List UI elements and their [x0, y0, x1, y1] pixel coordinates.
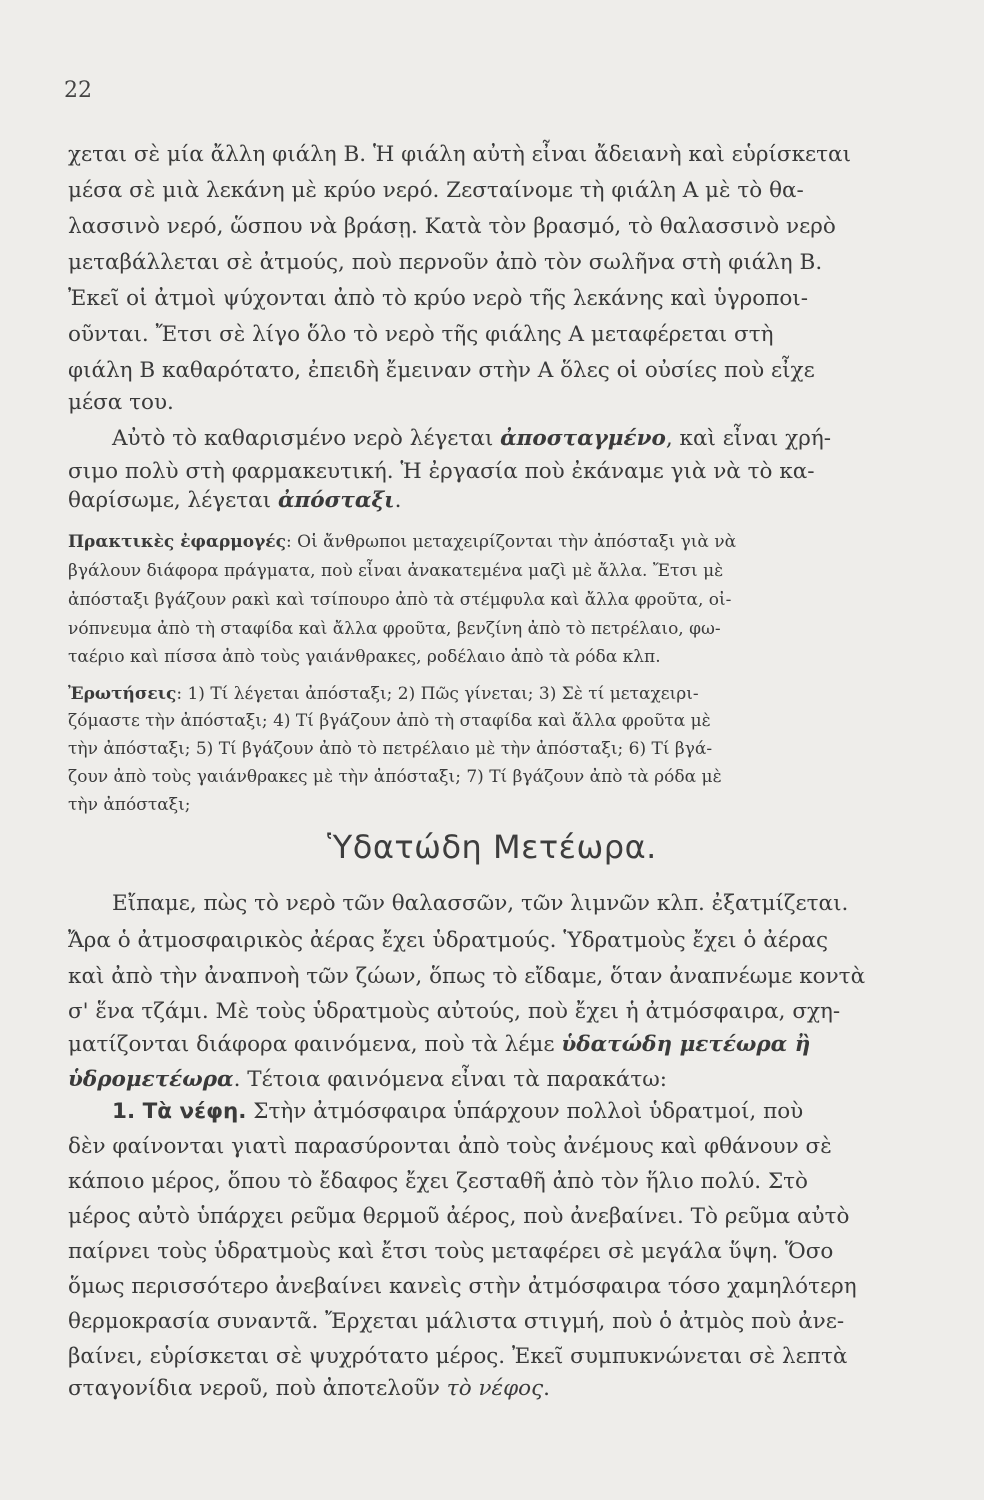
text-line	[68, 682, 893, 706]
text-line: Ἐκεῖ οἱ ἀτμοὶ ψύχονται ἀπὸ τὸ κρύο νερὸ τῆς λεκάνης καὶ ὑγροποι-	[68, 286, 808, 311]
text-line: νόπνευμα ἀπὸ τὴ σταφίδα καὶ ἄλλα φροῦτα, βενζίνη ἀπὸ τὸ πετρέλαιο, φω-	[68, 619, 721, 639]
text-line: μεταβάλλεται σὲ ἀτμούς, ποὺ περνοῦν ἀπὸ τὸν σωλῆνα στὴ φιάλη Β.	[68, 250, 823, 275]
text: .	[543, 1376, 550, 1401]
term-cloud: τὸ νέφος	[446, 1376, 544, 1401]
text: Στὴν ἀτμόσφαιρα ὑπάρχουν πολλοὶ ὑδρατμοί, ποὺ	[246, 1099, 804, 1124]
text-line: φιάλη Β καθαρότατο, ἐπειδὴ ἔμειναν στὴν Α ὅλες οἱ οὐσίες ποὺ εἶχε	[68, 358, 815, 383]
text: θαρίσωμε, λέγεται	[68, 488, 278, 513]
text-line: σιμο πολὺ στὴ φαρμακευτική. Ἡ ἐργασία ποὺ ἐκάναμε γιὰ νὰ τὸ κα-	[68, 459, 815, 484]
text-line	[68, 530, 893, 554]
text: . Τέτοια φαινόμενα εἶναι τὰ παρακάτω:	[233, 1067, 667, 1092]
text-line: οῦνται. Ἔτσι σὲ λίγο ὅλο τὸ νερὸ τῆς φιάλης Α μεταφέρεται στὴ	[68, 322, 774, 347]
text-line	[112, 1098, 893, 1126]
text-line: δὲν φαίνονται γιατὶ παρασύρονται ἀπὸ τοὺς ἀνέμους καὶ φθάνουν σὲ	[68, 1134, 832, 1159]
text-line	[68, 1375, 893, 1403]
text-line: θερμοκρασία συναντᾶ. Ἔρχεται μάλιστα στιγμή, ποὺ ὁ ἀτμὸς ποὺ ἀνε-	[68, 1309, 845, 1334]
text-line: τὴν ἀπόσταξι;	[68, 795, 191, 815]
text-line: τὴν ἀπόσταξι; 5) Τί βγάζουν ἀπὸ τὸ πετρέλαιο μὲ τὴν ἀπόσταξι; 6) Τί βγά-	[68, 739, 713, 759]
text-line: χεται σὲ μία ἄλλη φιάλη Β. Ἡ φιάλη αὐτὴ εἶναι ἄδειανὴ καὶ εὑρίσκεται	[68, 142, 852, 167]
label-questions: Ἐρωτήσεις	[68, 684, 177, 704]
text-line	[112, 425, 893, 453]
page-number: 22	[64, 78, 92, 103]
text: .	[394, 488, 402, 513]
section-heading: Ὑδατώδη Μετέωρα.	[327, 828, 657, 866]
text-line: σ' ἕνα τζάμι. Μὲ τοὺς ὑδρατμοὺς αὐτούς, ποὺ ἔχει ἡ ἀτμόσφαιρα, σχη-	[68, 999, 841, 1024]
text-line	[68, 1066, 893, 1094]
text-line: ταέριο καὶ πίσσα ἀπὸ τοὺς γαιάνθρακες, ροδέλαιο ἀπὸ τὰ ρόδα κλπ.	[68, 647, 661, 667]
text-line: Εἴπαμε, πὼς τὸ νερὸ τῶν θαλασσῶν, τῶν λιμνῶν κλπ. ἐξατμίζεται.	[112, 891, 849, 916]
text-line: βαίνει, εὑρίσκεται σὲ ψυχρότατο μέρος. Ἐκεῖ συμπυκνώνεται σὲ λεπτὰ	[68, 1344, 848, 1369]
label-practical: Πρακτικὲς ἐφαρμογές	[68, 532, 286, 552]
text-line: λασσινὸ νερό, ὥσπου νὰ βράσῃ. Κατὰ τὸν βρασμό, τὸ θαλασσινὸ νερὸ	[68, 214, 836, 239]
label-clouds: 1. Τὰ νέφη.	[112, 1099, 247, 1124]
text-line: μέσα σὲ μιὰ λεκάνη μὲ κρύο νερό. Ζεσταίνομε τὴ φιάλη Α μὲ τὸ θα-	[68, 178, 804, 203]
text-line: Ἄρα ὁ ἀτμοσφαιρικὸς ἀέρας ἔχει ὑδρατμούς. Ὑδρατμοὺς ἔχει ὁ ἀέρας	[68, 928, 829, 953]
text-line: κάποιο μέρος, ὅπου τὸ ἔδαφος ἔχει ζεσταθῆ ἀπὸ τὸν ἥλιο πολύ. Στὸ	[68, 1169, 808, 1194]
text: , καὶ εἶναι χρή-	[665, 426, 831, 451]
text-line	[68, 1031, 893, 1059]
text-line: μέσα του.	[68, 390, 174, 415]
text: : 1) Τί λέγεται ἀπόσταξι; 2) Πῶς γίνεται; 3) Σὲ τί μεταχειρι-	[176, 684, 699, 704]
text-line: μέρος αὐτὸ ὑπάρχει ρεῦμα θερμοῦ ἀέρος, ποὺ ἀνεβαίνει. Τὸ ρεῦμα αὐτὸ	[68, 1204, 850, 1229]
term-hydrometeors: ὑδατώδη μετέωρα ἢ	[561, 1032, 811, 1057]
term-hydrometeors-alt: ὑδρομετέωρα	[68, 1067, 234, 1092]
term-distillation: ἀπόσταξι	[277, 488, 395, 513]
text-line	[68, 487, 893, 515]
text-line: καὶ ἀπὸ τὴν ἀναπνοὴ τῶν ζώων, ὅπως τὸ εἴδαμε, ὅταν ἀναπνέωμε κοντὰ	[68, 964, 866, 989]
term-distilled: ἀποσταγμένο	[500, 426, 666, 451]
text-line: παίρνει τοὺς ὑδρατμοὺς καὶ ἔτσι τοὺς μεταφέρει σὲ μεγάλα ὕψη. Ὅσο	[68, 1239, 834, 1264]
text: σταγονίδια νεροῦ, ποὺ ἀποτελοῦν	[68, 1376, 447, 1401]
text-line: βγάλουν διάφορα πράγματα, ποὺ εἶναι ἀνακατεμένα μαζὶ μὲ ἄλλα. Ἔτσι μὲ	[68, 561, 724, 581]
text-line: ὅμως περισσότερο ἀνεβαίνει κανεὶς στὴν ἀτμόσφαιρα τόσο χαμηλότερη	[68, 1274, 857, 1299]
text: Αὐτὸ τὸ καθαρισμένο νερὸ λέγεται	[112, 426, 501, 451]
text: ματίζονται διάφορα φαινόμενα, ποὺ τὰ λέμε	[68, 1032, 562, 1057]
text: : Οἱ ἄνθρωποι μεταχειρίζονται τὴν ἀπόσταξι γιὰ νὰ	[286, 532, 737, 552]
text-line: ζουν ἀπὸ τοὺς γαιάνθρακες μὲ τὴν ἀπόσταξι; 7) Τί βγάζουν ἀπὸ τὰ ρόδα μὲ	[68, 767, 722, 787]
text-line: ζόμαστε τὴν ἀπόσταξι; 4) Τί βγάζουν ἀπὸ τὴ σταφίδα καὶ ἄλλα φροῦτα μὲ	[68, 711, 711, 731]
text-line: ἀπόσταξι βγάζουν ρακὶ καὶ τσίπουρο ἀπὸ τὰ στέμφυλα καὶ ἄλλα φροῦτα, οἰ-	[68, 590, 732, 610]
